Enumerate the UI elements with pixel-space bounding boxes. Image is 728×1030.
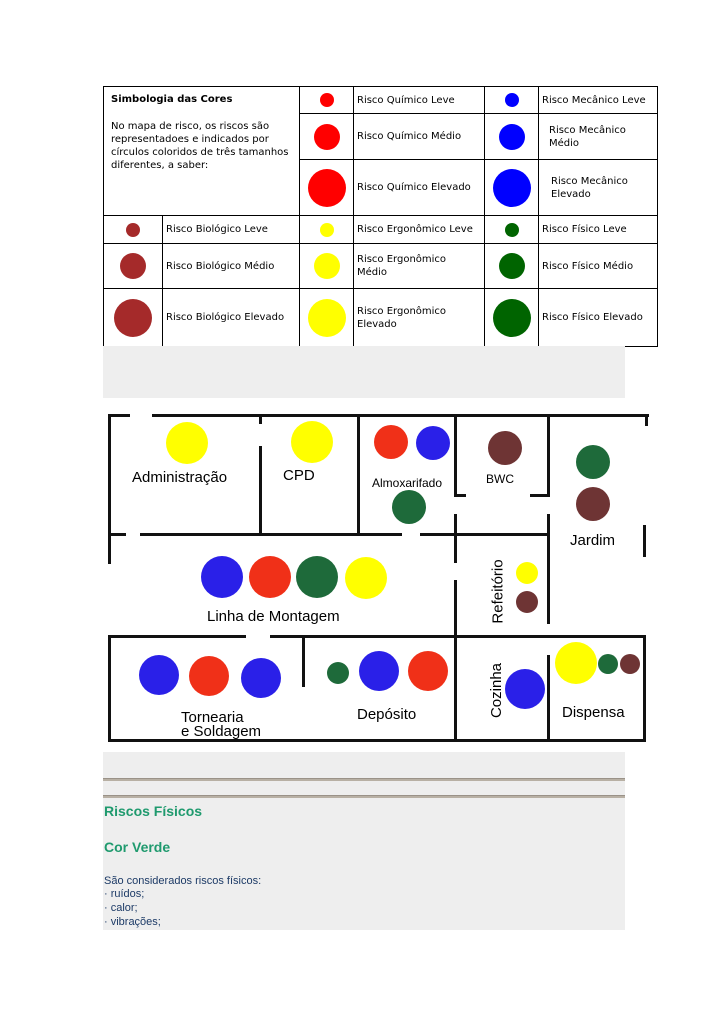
section-heading: Riscos Físicos <box>104 803 203 819</box>
wall-torn-deposito <box>302 635 305 687</box>
wall-bwc-jardim-upper <box>547 414 550 494</box>
wall-deposito-cozinha <box>454 635 457 741</box>
chemical-high-dot-cell <box>300 160 354 216</box>
risk-circle-dispensa-biological <box>620 654 640 674</box>
wall-adm-cpd <box>259 446 262 536</box>
physical-light-circle <box>505 223 519 237</box>
wall-almox-bwc-upper <box>454 414 457 494</box>
symbology-intro-cell <box>104 87 300 216</box>
wall-refeitorio-left-lower <box>454 580 457 637</box>
chemical-medium-circle <box>314 124 340 150</box>
risk-circle-jardim-physical <box>576 445 610 479</box>
risk-circle-adm-ergonomic <box>166 422 208 464</box>
risk-circle-linha-mechanical <box>201 556 243 598</box>
risk-circle-almox-physical <box>392 490 426 524</box>
wall-top-row-bottom <box>140 533 402 536</box>
chemical-medium-label: Risco Químico Médio <box>354 114 485 160</box>
room-label-cpd: CPD <box>283 467 315 484</box>
ergonomic-high-dot-cell <box>300 289 354 347</box>
room-label-almoxarifado: Almoxarifado <box>372 476 443 490</box>
chemical-medium-dot-cell <box>300 114 354 160</box>
ergonomic-medium-label: Risco Ergonômico Médio <box>354 244 485 289</box>
room-label-dispensa: Dispensa <box>562 704 625 721</box>
ergonomic-light-dot-cell <box>300 216 354 244</box>
wall-cozinha-dispensa <box>547 655 550 741</box>
ergonomic-high-circle <box>308 299 346 337</box>
gray-band-top <box>103 346 625 398</box>
chemical-light-circle <box>320 93 334 107</box>
symbology-title: Simbologia das Cores <box>111 94 233 105</box>
wall-top-right <box>152 414 649 417</box>
mechanical-light-circle <box>505 93 519 107</box>
risk-circle-deposito-chemical <box>408 651 448 691</box>
room-label-deposito: Depósito <box>357 706 417 723</box>
symbology-intro-text: No mapa de risco, os riscos são representadoes e indicados por círculos coloridos de três tamanhos diferentes, a saber: <box>111 121 289 171</box>
chemical-high-label: Risco Químico Elevado <box>354 160 485 216</box>
risk-circle-dispensa-physical <box>598 654 618 674</box>
wall-top-row-bottom-left <box>108 533 126 536</box>
room-label-jardim: Jardim <box>570 532 616 549</box>
biological-high-label: Risco Biológico Elevado <box>163 289 300 347</box>
ergonomic-light-circle <box>320 223 334 237</box>
risk-circle-cozinha-mechanical <box>505 669 545 709</box>
risk-circle-linha-chemical <box>249 556 291 598</box>
risk-circle-tornearia-mechanical-1 <box>139 655 179 695</box>
mechanical-light-dot-cell <box>485 87 539 114</box>
physical-light-dot-cell <box>485 216 539 244</box>
list-item: · ruídos; <box>104 888 145 900</box>
wall-mid-row-bottom-left <box>108 635 246 638</box>
physical-high-circle <box>493 299 531 337</box>
risk-circle-linha-physical <box>296 556 338 598</box>
room-label-administracao: Administração <box>132 469 228 486</box>
color-symbology-table <box>103 86 658 347</box>
wall-mid-row-bottom-right <box>270 635 646 638</box>
wall-right-mid <box>643 525 646 557</box>
risk-circle-jardim-biological <box>576 487 610 521</box>
room-label-linha: Linha de Montagem <box>207 608 340 625</box>
ergonomic-medium-dot-cell <box>300 244 354 289</box>
list-item: · vibrações; <box>104 916 161 928</box>
risk-circle-linha-ergonomic <box>345 557 387 599</box>
risk-circle-almox-chemical <box>374 425 408 459</box>
wall-bwc-floor-right <box>530 494 550 497</box>
physical-medium-circle <box>499 253 525 279</box>
risk-circle-tornearia-chemical <box>189 656 229 696</box>
ergonomic-medium-circle <box>314 253 340 279</box>
chemical-light-dot-cell <box>300 87 354 114</box>
wall-left-upper <box>108 414 111 564</box>
separator-line-1 <box>103 778 625 781</box>
risk-circle-cpd-ergonomic <box>291 421 333 463</box>
section-intro: São considerados riscos físicos: <box>104 875 262 887</box>
wall-cpd-almox <box>357 414 360 536</box>
risk-circle-almox-mechanical <box>416 426 450 460</box>
physical-medium-dot-cell <box>485 244 539 289</box>
mechanical-high-circle <box>493 169 531 207</box>
risk-circle-refeitorio-ergonomic <box>516 562 538 584</box>
mechanical-medium-circle <box>499 124 525 150</box>
room-label-bwc: BWC <box>486 472 514 486</box>
physical-high-label: Risco Físico Elevado <box>539 289 658 347</box>
wall-bwc-floor-left <box>454 494 466 497</box>
ergonomic-light-label: Risco Ergonômico Leve <box>354 216 485 244</box>
chemical-light-label: Risco Químico Leve <box>354 87 485 114</box>
risk-circle-dispensa-ergonomic <box>555 642 597 684</box>
wall-left-lower <box>108 637 111 742</box>
biological-medium-dot-cell <box>104 244 163 289</box>
risk-circle-tornearia-mechanical-2 <box>241 658 281 698</box>
ergonomic-high-label: Risco Ergonômico Elevado <box>354 289 485 347</box>
room-label-tornearia-1: Tornearia <box>181 709 244 726</box>
room-label-cozinha: Cozinha <box>488 662 506 719</box>
room-label-tornearia-2: e Soldagem <box>181 723 262 740</box>
risk-circle-deposito-physical <box>327 662 349 684</box>
physical-high-dot-cell <box>485 289 539 347</box>
room-label-refeitorio: Refeitório <box>489 559 507 624</box>
biological-medium-circle <box>120 253 146 279</box>
physical-medium-label: Risco Físico Médio <box>539 244 658 289</box>
risk-circle-refeitorio-biological <box>516 591 538 613</box>
risk-circle-bwc-biological <box>488 431 522 465</box>
physical-light-label: Risco Físico Leve <box>539 216 658 244</box>
wall-top-left <box>108 414 130 417</box>
wall-right-upper <box>645 414 648 426</box>
mechanical-medium-dot-cell <box>485 114 539 160</box>
wall-right-lower <box>643 637 646 742</box>
wall-refeitorio-left <box>454 533 457 563</box>
biological-high-dot-cell <box>104 289 163 347</box>
wall-adm-cpd-upper <box>259 414 262 424</box>
biological-light-label: Risco Biológico Leve <box>163 216 300 244</box>
mechanical-high-dot-cell <box>485 160 539 216</box>
biological-light-dot-cell <box>104 216 163 244</box>
wall-top-row-bottom-right <box>420 533 550 536</box>
list-item: · calor; <box>104 902 138 914</box>
risk-circle-deposito-mechanical <box>359 651 399 691</box>
biological-high-circle <box>114 299 152 337</box>
section-subheading: Cor Verde <box>104 839 171 855</box>
wall-jardim-left <box>547 514 550 624</box>
chemical-high-circle <box>308 169 346 207</box>
mechanical-high-label: Risco Mecânico Elevado <box>539 160 658 216</box>
mechanical-medium-label: Risco Mecânico Médio <box>539 114 658 160</box>
separator-line-2 <box>103 795 625 798</box>
biological-light-circle <box>126 223 140 237</box>
biological-medium-label: Risco Biológico Médio <box>163 244 300 289</box>
mechanical-light-label: Risco Mecânico Leve <box>539 87 658 114</box>
